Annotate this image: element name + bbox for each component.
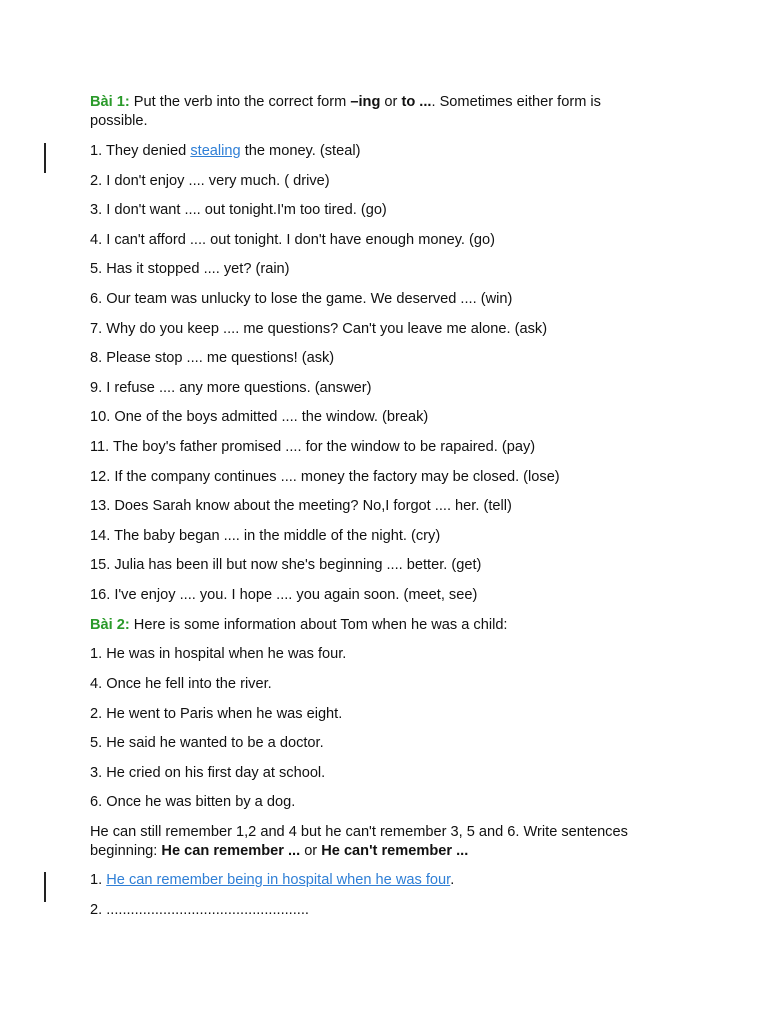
exercise1-instruction-line2: possible.	[90, 113, 148, 129]
exercise2-example-suffix: .	[450, 872, 455, 888]
exercise1-item: 5. Has it stopped .... yet? (rain)	[90, 261, 290, 277]
exercise2-heading-text: Here is some information about Tom when he was a child:	[129, 617, 508, 633]
exercise1-item: 13. Does Sarah know about the meeting? No,I forgot .... her. (tell)	[90, 498, 512, 514]
exercise2-example	[90, 870, 650, 890]
exercise1-instruction-bold1: –ing	[350, 94, 381, 110]
exercise1-example-answer[interactable]: stealing	[190, 143, 241, 159]
exercise1-item: 8. Please stop .... me questions! (ask)	[90, 350, 335, 366]
exercise2-instruction-line1: He can still remember 1,2 and 4 but he can't remember 3, 5 and 6. Write sentences	[90, 824, 628, 840]
exercise2-instruction-mid: or	[300, 843, 322, 859]
exercise1-item: 15. Julia has been ill but now she's beginning .... better. (get)	[90, 557, 482, 573]
exercise1-example	[90, 141, 650, 161]
exercise1-item: 6. Our team was unlucky to lose the game. We deserved .... (win)	[90, 291, 513, 307]
exercise1-instruction-part2: or	[380, 94, 402, 110]
exercise2-instruction-prefix: beginning:	[90, 843, 162, 859]
exercise2-fact: 2. He went to Paris when he was eight.	[90, 706, 343, 722]
exercise2-instruction-line2	[90, 841, 650, 861]
exercise1-heading-label: Bài 1:	[90, 94, 130, 110]
exercise2-instruction-bold1: He can remember ...	[161, 843, 301, 859]
exercise1-item: 11. The boy's father promised .... for the window to be rapaired. (pay)	[90, 439, 536, 455]
exercise1-example-suffix: the money. (steal)	[240, 143, 361, 159]
text-cursor-marker	[44, 143, 46, 173]
exercise2-answer-line: 2. ..................................................	[90, 902, 309, 918]
exercise2-heading	[90, 615, 650, 635]
exercise2-fact: 1. He was in hospital when he was four.	[90, 646, 347, 662]
exercise1-item: 14. The baby began .... in the middle of the night. (cry)	[90, 528, 441, 544]
exercise1-example-prefix: 1. They denied	[90, 143, 191, 159]
exercise2-instruction-bold2: He can't remember ...	[321, 843, 469, 859]
exercise1-instruction-part1: Put the verb into the correct form	[129, 94, 351, 110]
exercise1-item: 7. Why do you keep .... me questions? Can't you leave me alone. (ask)	[90, 321, 548, 337]
exercise2-heading-label: Bài 2:	[90, 617, 130, 633]
exercise2-example-answer[interactable]: He can remember being in hospital when he was four	[106, 872, 451, 888]
exercise1-item: 4. I can't afford .... out tonight. I don't have enough money. (go)	[90, 232, 495, 248]
exercise2-fact: 5. He said he wanted to be a doctor.	[90, 735, 324, 751]
exercise1-instruction-part3: . Sometimes either form is	[431, 94, 601, 110]
exercise1-item: 16. I've enjoy .... you. I hope .... you again soon. (meet, see)	[90, 587, 478, 603]
exercise2-example-prefix: 1.	[90, 872, 107, 888]
exercise1-item: 3. I don't want .... out tonight.I'm too tired. (go)	[90, 202, 387, 218]
exercise2-fact: 3. He cried on his first day at school.	[90, 765, 326, 781]
exercise1-item: 2. I don't enjoy .... very much. ( drive)	[90, 173, 330, 189]
exercise1-instruction-bold2: to ...	[401, 94, 432, 110]
text-cursor-marker	[44, 872, 46, 902]
exercise1-item: 9. I refuse .... any more questions. (answer)	[90, 380, 372, 396]
exercise1-instruction	[90, 92, 650, 112]
exercise2-fact: 4. Once he fell into the river.	[90, 676, 272, 692]
exercise2-fact: 6. Once he was bitten by a dog.	[90, 794, 296, 810]
exercise1-item: 12. If the company continues .... money the factory may be closed. (lose)	[90, 469, 560, 485]
exercise1-item: 10. One of the boys admitted .... the window. (break)	[90, 409, 429, 425]
